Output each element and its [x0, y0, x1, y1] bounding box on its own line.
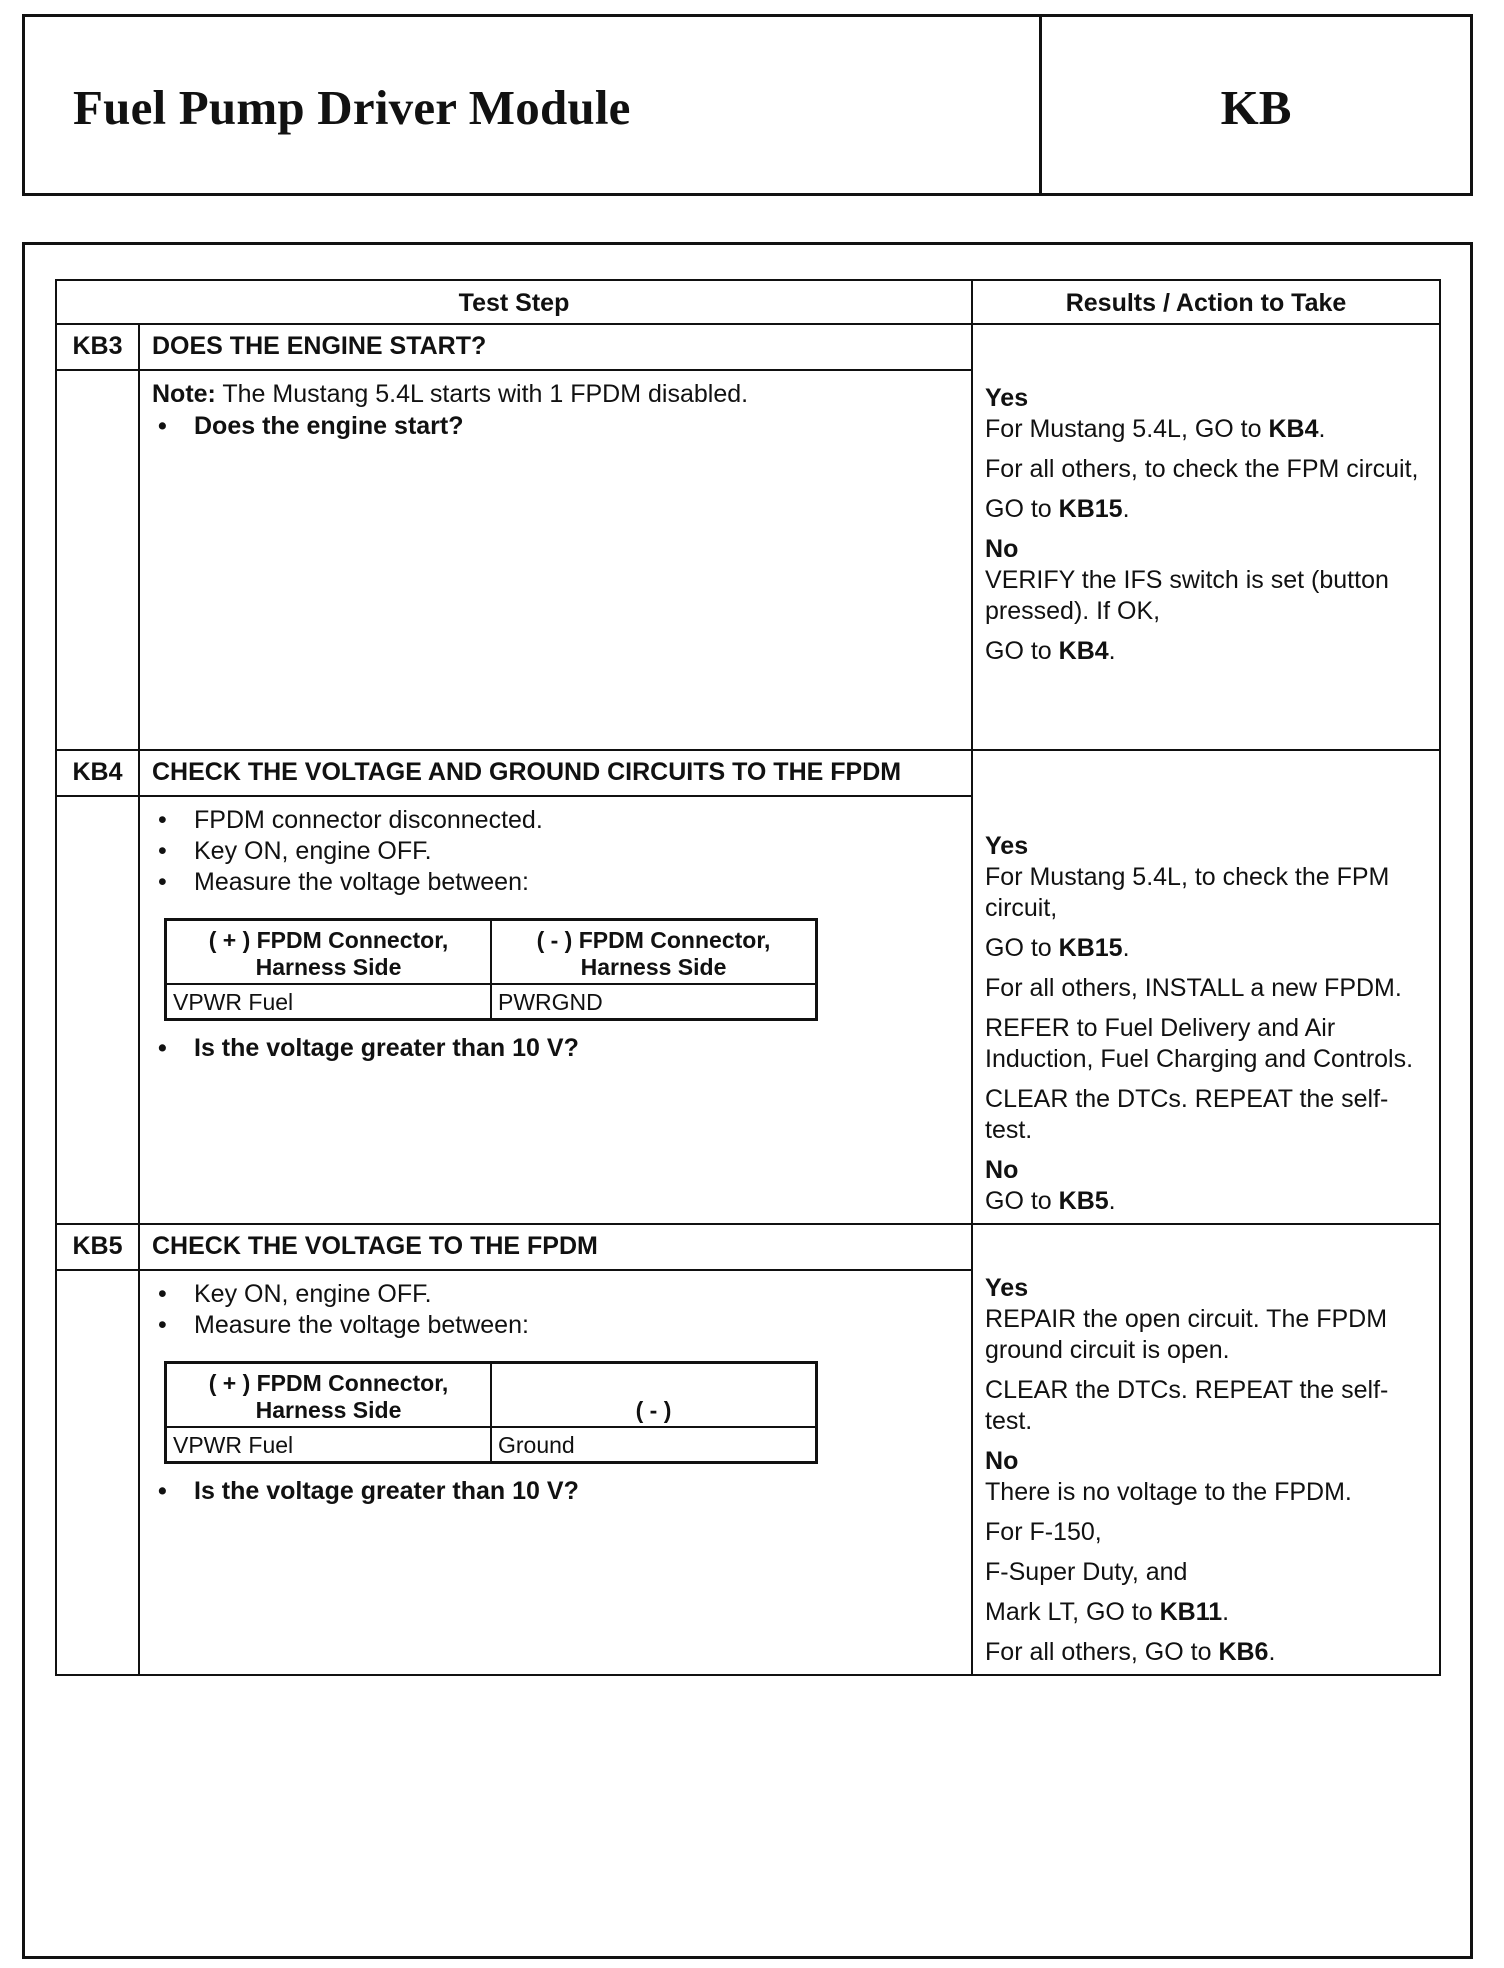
step-body-kb5 — [139, 1270, 972, 1675]
yes-label: Yes — [985, 384, 1029, 412]
step-title-row-kb5 — [56, 1224, 1440, 1270]
test-step-table — [55, 279, 1441, 1676]
measurement-table-kb5 — [164, 1361, 818, 1464]
table-header-row — [56, 280, 1440, 324]
result-text: F-Super Duty, and — [985, 1558, 1188, 1586]
note-text: The Mustang 5.4L starts with 1 FPDM disabled. — [215, 380, 749, 408]
measurement-header-positive: ( + ) FPDM Connector, Harness Side — [166, 1363, 492, 1428]
step-bullet: • Key ON, engine OFF. — [152, 836, 961, 867]
result-text: CLEAR the DTCs. REPEAT the self-test. — [985, 1376, 1389, 1435]
step-code-kb5: KB5 — [56, 1224, 139, 1270]
measurement-table-kb4 — [164, 918, 818, 1021]
result-text: CLEAR the DTCs. REPEAT the self-test. — [985, 1085, 1389, 1144]
step-bullet: • FPDM connector disconnected. — [152, 805, 961, 836]
measurement-header-negative: ( - ) FPDM Connector, Harness Side — [491, 920, 817, 985]
result-text: For all others, INSTALL a new FPDM. — [985, 974, 1402, 1002]
step-code-kb4: KB4 — [56, 750, 139, 796]
step-title-kb5: CHECK THE VOLTAGE TO THE FPDM — [139, 1224, 972, 1270]
column-header-test-step: Test Step — [56, 280, 972, 324]
step-title-kb4: CHECK THE VOLTAGE AND GROUND CIRCUITS TO THE FPDM — [139, 750, 972, 796]
step-bullet: • Key ON, engine OFF. — [152, 1279, 961, 1310]
results-kb5: Yes REPAIR the open circuit. The FPDM ground circuit is open. CLEAR the DTCs. REPEAT the self-test. No There is no voltage to the FPDM. For F-150, F-Super Duty, and Mark LT, GO to KB11. For all others, GO to KB6. — [972, 1224, 1440, 1675]
measurement-cell-negative: Ground — [491, 1427, 817, 1463]
step-link-kb11: KB11 — [1159, 1598, 1223, 1626]
step-title-row-kb4 — [56, 750, 1440, 796]
measurement-header-negative: ( - ) — [491, 1363, 817, 1428]
step-link-kb15: KB15 — [1058, 934, 1123, 962]
page-title: Fuel Pump Driver Module — [73, 80, 631, 135]
note-label: Note: — [152, 380, 216, 408]
step-title-row-kb3 — [56, 324, 1440, 370]
step-body-kb4 — [139, 796, 972, 1224]
measurement-header-positive: ( + ) FPDM Connector, Harness Side — [166, 920, 492, 985]
measurement-cell-positive: VPWR Fuel — [166, 984, 492, 1020]
step-question: • Is the voltage greater than 10 V? — [152, 1033, 961, 1064]
no-label: No — [985, 1447, 1019, 1475]
yes-label: Yes — [985, 832, 1029, 860]
header-box — [22, 14, 1473, 196]
yes-label: Yes — [985, 1274, 1029, 1302]
measurement-cell-positive: VPWR Fuel — [166, 1427, 492, 1463]
result-text: For all others, to check the FPM circuit, — [985, 455, 1419, 483]
result-text: For F-150, — [985, 1518, 1102, 1546]
results-kb3: Yes For Mustang 5.4L, GO to KB4. For all others, to check the FPM circuit, GO to KB15. No VERIFY the IFS switch is set (button pressed). If OK, GO to KB4. — [972, 324, 1440, 750]
column-header-results: Results / Action to Take — [972, 280, 1440, 324]
step-link-kb15: KB15 — [1058, 495, 1123, 523]
step-link-kb6: KB6 — [1218, 1638, 1269, 1666]
step-code-kb3: KB3 — [56, 324, 139, 370]
step-bullet: • Measure the voltage between: — [152, 867, 961, 898]
step-question: • Is the voltage greater than 10 V? — [152, 1476, 961, 1507]
result-text: REFER to Fuel Delivery and Air Induction, Fuel Charging and Controls. — [985, 1014, 1414, 1073]
step-link-kb4: KB4 — [1268, 415, 1319, 443]
results-kb4: Yes For Mustang 5.4L, to check the FPM circuit, GO to KB15. For all others, INSTALL a new FPDM. REFER to Fuel Delivery and Air Induction, Fuel Charging and Controls. CLEAR the DTCs. REPEAT the self-test. No GO to KB5. — [972, 750, 1440, 1224]
no-label: No — [985, 1156, 1019, 1184]
step-question: • Does the engine start? — [152, 411, 961, 442]
step-link-kb5: KB5 — [1058, 1187, 1109, 1215]
step-bullet: • Measure the voltage between: — [152, 1310, 961, 1341]
measurement-cell-negative: PWRGND — [491, 984, 817, 1020]
step-body-kb3 — [139, 370, 972, 750]
no-label: No — [985, 535, 1019, 563]
step-title-kb3: DOES THE ENGINE START? — [139, 324, 972, 370]
section-code: KB — [1220, 80, 1292, 135]
step-link-kb4: KB4 — [1058, 637, 1109, 665]
